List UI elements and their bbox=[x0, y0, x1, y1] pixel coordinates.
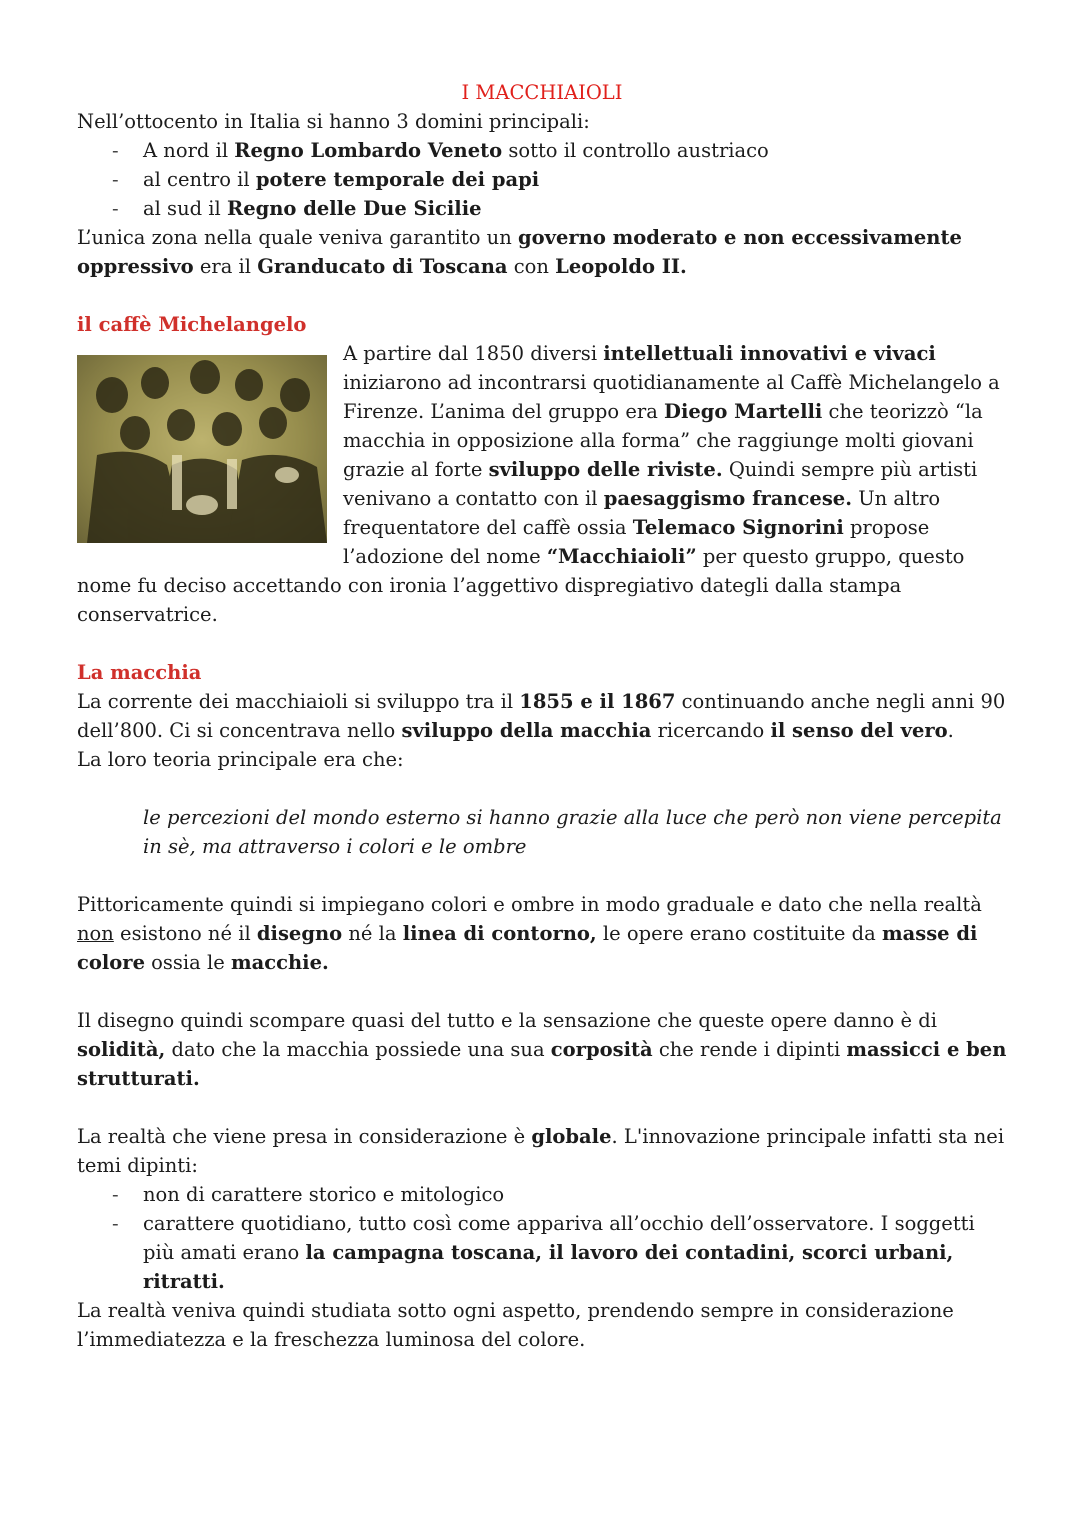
macchia-paragraph-2: Pittoricamente quindi si impiegano colori e ombre in modo graduale e dato che nella realtà non esistono né il disegno né la linea di contorno, le opere erano costituite da masse di colore ossia le macchie. bbox=[77, 893, 982, 974]
theory-quote: le percezioni del mondo esterno si hanno grazie alla luce che però non viene percepita in sè, ma attraverso i colori e le ombre bbox=[143, 806, 1002, 858]
group-photo-illustration bbox=[77, 355, 327, 543]
page-title: I MACCHIAIOLI bbox=[461, 81, 623, 104]
document-page bbox=[77, 78, 1007, 1354]
macchia-paragraph-1: La corrente dei macchiaioli si sviluppo tra il 1855 e il 1867 continuando anche negli anni 90 dell’800. Ci si concentrava nello sviluppo della macchia ricercando il senso del vero. bbox=[77, 690, 1006, 742]
list-item: - al sud il Regno delle Due Sicilie bbox=[77, 194, 1007, 223]
themes-list bbox=[77, 1180, 1007, 1296]
intro-line: Nell’ottocento in Italia si hanno 3 domini principali: bbox=[77, 110, 590, 133]
list-item: - non di carattere storico e mitologico bbox=[77, 1180, 1007, 1209]
macchia-paragraph-1b: La loro teoria principale era che: bbox=[77, 748, 404, 771]
domains-list bbox=[77, 136, 1007, 223]
caffe-paragraph: A partire dal 1850 diversi intellettuali innovativi e vivaci iniziarono ad incontrarsi quotidianamente al Caffè Michelangelo a Firenze. L’anima del gruppo era Diego Martelli che teorizzò “la macchia in opposizione alla forma” che raggiunge molti giovani grazie al forte sviluppo delle riviste. Quindi sempre più artisti venivano a contatto con il paesaggismo francese. Un altro frequentatore del caffè ossia Telemaco Signorini propose l’adozione del nome “Macchiaioli” per questo gruppo, questo nome fu deciso accettando con ironia l’aggettivo dispregiativo dategli dalla stampa conservatrice. bbox=[77, 342, 1000, 626]
list-item: - carattere quotidiano, tutto così come appariva all’occhio dell’osservatore. I soggetti più amati erano la campagna toscana, il lavoro dei contadini, scorci urbani, ritratti. bbox=[77, 1209, 1007, 1296]
list-item: - al centro il potere temporale dei papi bbox=[77, 165, 1007, 194]
macchia-paragraph-5: La realtà veniva quindi studiata sotto ogni aspetto, prendendo sempre in considerazione l’immediatezza e la freschezza luminosa del colore. bbox=[77, 1299, 954, 1351]
macchiaioli-group-photo bbox=[77, 355, 327, 543]
intro-paragraph: L’unica zona nella quale veniva garantito un governo moderato e non eccessivamente oppressivo era il Granducato di Toscana con Leopoldo II. bbox=[77, 226, 962, 278]
section-heading-macchia: La macchia bbox=[77, 661, 202, 684]
macchia-paragraph-3: Il disegno quindi scompare quasi del tutto e la sensazione che queste opere danno è di solidità, dato che la macchia possiede una sua corposità che rende i dipinti massicci e ben strutturati. bbox=[77, 1009, 1007, 1090]
section-heading-caffe: il caffè Michelangelo bbox=[77, 313, 307, 336]
macchia-paragraph-4: La realtà che viene presa in considerazione è globale. L'innovazione principale infatti sta nei temi dipinti: bbox=[77, 1125, 1005, 1177]
list-item: - A nord il Regno Lombardo Veneto sotto il controllo austriaco bbox=[77, 136, 1007, 165]
